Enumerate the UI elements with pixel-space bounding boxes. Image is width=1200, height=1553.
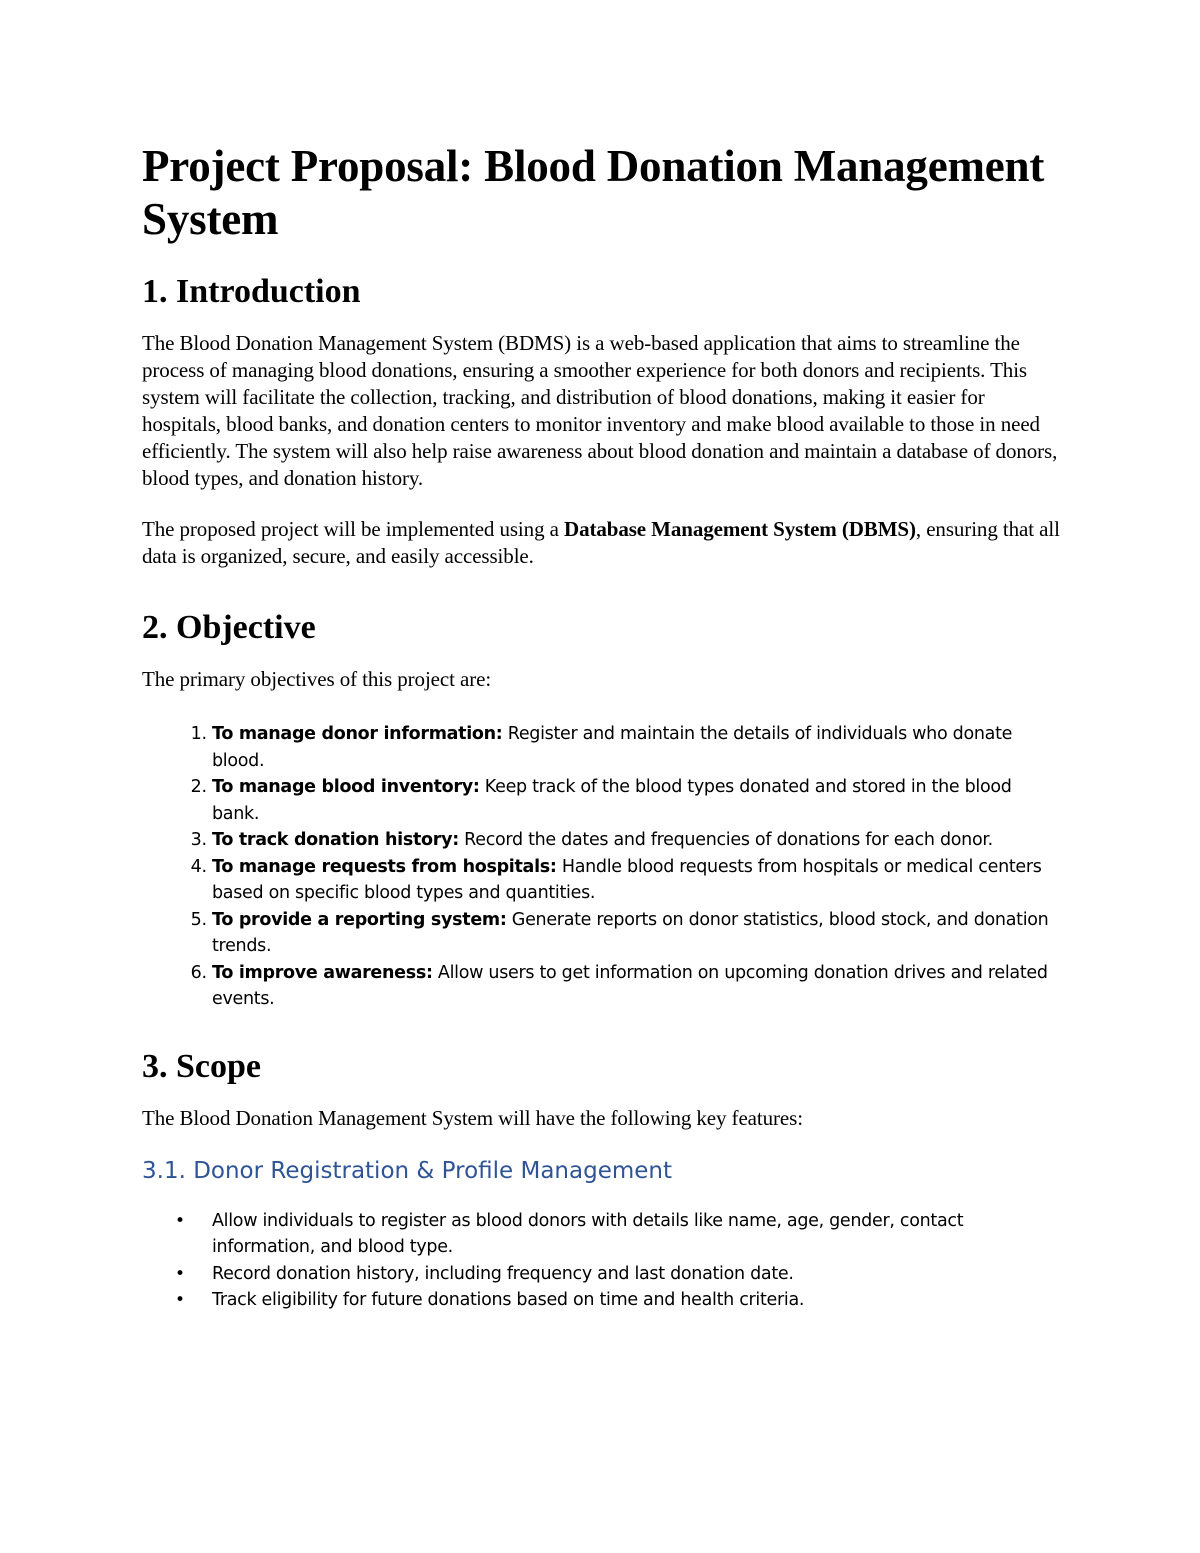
bullet-icon: • [175,1210,185,1231]
section-heading-objective: 2. Objective [142,609,316,646]
features-list [142,1208,1062,1314]
dbms-bold-text: Database Management System (DBMS) [564,517,916,541]
objective-text: Generate reports on donor statistics, blood stock, and donation trends. [212,909,1049,956]
objective-text: Handle blood requests from hospitals or medical centers based on specific blood types and quantities. [212,856,1042,903]
objective-label: To manage blood inventory: [212,777,480,797]
list-item [175,1287,1062,1314]
objectives-list [142,721,1062,1013]
list-item [212,827,1062,854]
introduction-paragraph: The Blood Donation Management System (BDMS) is a web-based application that aims to streamline the process of managing blood donations, ensuring a smoother experience for both donors and recipients. This system will facilitate the collection, tracking, and distribution of blood donations, making it easier for hospitals, blood banks, and donation centers to monitor inventory and make blood available to those in need efficiently. The system will also help raise awareness about blood donation and maintain a database of donors, blood types, and donation history. [142,331,1058,490]
list-item [175,1261,1062,1288]
document-title: Project Proposal: Blood Donation Management System [142,141,1045,244]
list-item [212,721,1062,774]
objective-label: To manage donor information: [212,724,503,744]
objective-label: To provide a reporting system: [212,909,507,930]
subsection-heading-donor-registration: 3.1. Donor Registration & Profile Management [142,1157,672,1184]
objective-label: To improve awareness: [212,962,433,983]
objective-text: Keep track of the blood types donated and stored in the blood bank. [212,777,1012,824]
document-page [142,140,1062,1344]
objective-text: Register and maintain the details of individuals who donate blood. [212,724,1013,771]
objective-label: To manage requests from hospitals: [212,856,557,877]
bullet-icon: • [175,1290,185,1310]
section-heading-introduction: 1. Introduction [142,273,361,310]
section-heading-scope: 3. Scope [142,1047,261,1085]
objective-text: Record the dates and frequencies of donations for each donor. [458,830,993,850]
list-item [212,774,1062,827]
objective-label: To track donation history: [212,830,459,850]
bullet-icon: • [175,1263,185,1284]
objective-intro: The primary objectives of this project are: [142,667,492,691]
implementation-text-before: The proposed project will be implemented using a [142,517,564,541]
scope-intro: The Blood Donation Management System will have the following key features: [142,1105,803,1130]
implementation-text-after: , ensuring that all data is organized, secure, and easily accessible. [142,517,1060,568]
list-item [175,1208,1062,1261]
list-item [212,960,1062,1013]
feature-text: Allow individuals to register as blood donors with details like name, age, gender, contact information, and blood type. [212,1210,964,1257]
list-item [212,854,1062,907]
feature-text: Track eligibility for future donations based on time and health criteria. [212,1290,805,1310]
feature-text: Record donation history, including frequency and last donation date. [212,1263,794,1284]
implementation-paragraph [142,516,1062,570]
objective-text: Allow users to get information on upcoming donation drives and related events. [212,962,1048,1009]
list-item [212,907,1062,960]
